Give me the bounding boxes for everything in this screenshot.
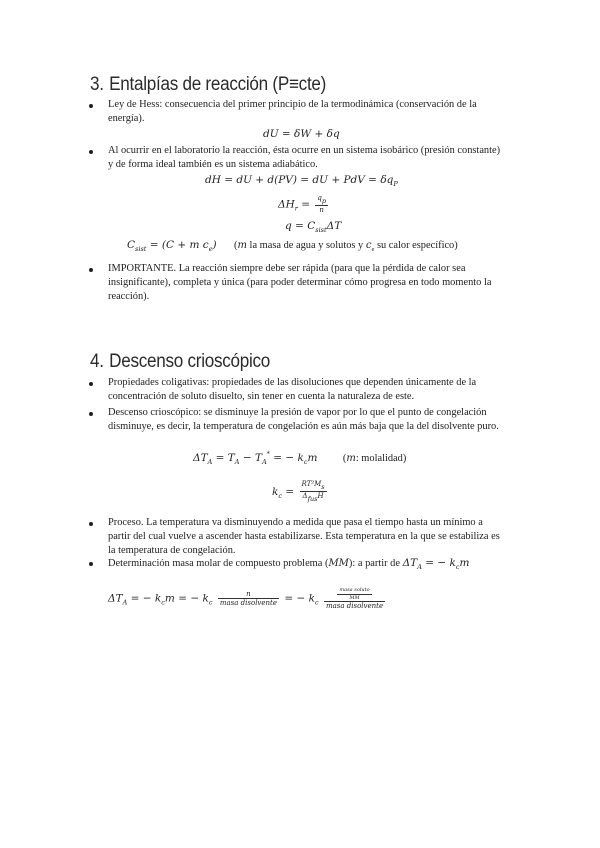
equation-csist-c: C (127, 239, 136, 251)
final-frac2-num-top: masa soluto (339, 587, 370, 593)
note-c-sub: e (371, 246, 375, 253)
final-frac2-num-wrap (324, 586, 385, 601)
note-open: ( (342, 453, 347, 464)
note-m: m (346, 453, 356, 464)
equation-delta-h-fraction (315, 194, 328, 215)
paragraph-proceso (108, 516, 528, 558)
equation-kc: $k_c$ = $\frac{RT^2M_s}{\Delta_{fus}H}$ (272, 480, 325, 503)
equation-csist-close: ) (212, 239, 217, 251)
text-line: partir del cual vuelve a ascender hasta estabilizarse. Esta temperatura en la que se estabiliza es (108, 531, 500, 542)
delta-t-note (343, 453, 406, 464)
equation-q-tail: ΔT (326, 220, 342, 232)
kc-numerator-sub: s (321, 483, 325, 491)
delta-t-m: m (307, 452, 318, 464)
delta-t-sub: A (207, 458, 213, 466)
paragraph-isobarico (108, 144, 528, 172)
equation-csist-rhs: = (C + m c (149, 239, 209, 251)
section-4-heading (90, 351, 270, 373)
paragraph-coligativas (108, 376, 528, 404)
section-3-number: 3. (90, 74, 104, 95)
delta-t-minus: − T (242, 452, 262, 464)
equation-q-main: q = C (285, 220, 316, 232)
mm-eq-rhs: = − k (421, 557, 456, 569)
equation-csist-rhs-sub: e (208, 245, 213, 253)
equation-delta-h-lhs: ΔH (278, 198, 295, 211)
final-frac2-inner (337, 586, 371, 601)
equation-dh-sub: P (393, 180, 398, 188)
kc: k (272, 486, 279, 498)
masa-molar-text: Determinación masa molar de compuesto problema ( (108, 558, 329, 569)
text-line: IMPORTANTE. La reacción siempre debe ser rápida (para que la pérdida de calor sea (108, 263, 466, 274)
text-line: energía). (108, 113, 145, 124)
equation-du: dU = δW + δq (263, 128, 340, 140)
paragraph-descenso (108, 406, 528, 434)
final-a-sub: c (161, 598, 165, 607)
note-c: c (365, 240, 372, 251)
equation-csist (127, 239, 458, 253)
text-line: disminuye, es decir, la temperatura de congelación es aún más baja que la del disolvente puro. (108, 421, 499, 432)
masa-molar-text2: ): a partir de (348, 558, 403, 569)
final-frac2-den: masa disolvente (325, 602, 384, 610)
section-4-number: 4. (90, 351, 104, 372)
delta-t-rhs: = − k (273, 452, 304, 464)
equation-dh-main: dH = dU + d(PV) = dU + PdV = δq (205, 174, 394, 186)
final-frac1-num: n (218, 590, 279, 599)
mm-eq-dt-sub: A (417, 563, 422, 571)
equation-delta-h: $\Delta H_r$ = $\frac{q_p}{n}$ (278, 194, 326, 214)
equation-csist-sub: sist (135, 245, 147, 253)
delta-t-rhs-sub: c (303, 458, 308, 466)
delta-t-star: * (266, 450, 270, 458)
note-text: la masa de agua y solutos y (246, 240, 366, 251)
equation-csist-note (234, 240, 458, 251)
kc-denominator-h: H (317, 492, 324, 500)
kc-numerator: RT²M (301, 480, 322, 488)
text-line: Proceso. La temperatura va disminuyendo a medida que pasa el tiempo hasta un mínimo a (108, 517, 483, 528)
note-open: ( (234, 240, 238, 251)
section-4-title: Descenso crioscópico (109, 351, 271, 372)
final-fraction-1 (218, 590, 279, 608)
delta-t-mid-sub: A (234, 458, 240, 466)
kc-sub: c (278, 492, 283, 500)
text-line: la temperatura de congelación. (108, 545, 236, 556)
equation-final (108, 586, 387, 611)
text-line: y de forma ideal también es un sistema adiabático. (108, 159, 318, 170)
masa-molar-mm: MM (328, 558, 349, 569)
delta-t: ΔT (193, 452, 208, 464)
note-m: m (237, 240, 247, 251)
final-b: = − k (178, 592, 209, 605)
final-b-sub: c (208, 598, 213, 607)
final-lhs: ΔT (108, 592, 123, 605)
kc-denominator-sub: fus (307, 495, 318, 503)
text-line: Ley de Hess: consecuencia del primer principio de la termodinámica (conservación de la (108, 99, 477, 110)
text-line: Al ocurrir en el laboratorio la reacción, ésta ocurre en un sistema isobárico (presión constante) (108, 145, 501, 156)
final-m: m (164, 592, 175, 605)
final-frac2-num-bot: MM (349, 595, 360, 601)
note-text: : molalidad) (355, 453, 407, 464)
delta-t-mid: = T (215, 452, 235, 464)
final-frac1-den: masa disolvente (219, 598, 277, 607)
final-fraction-2 (324, 586, 385, 611)
text-line: reacción). (108, 291, 150, 302)
paragraph-ley-hess (108, 98, 528, 126)
text-line: concentración de soluto disuelto, sin tener en cuenta la naturaleza de este. (108, 391, 415, 402)
masa-molar-equation (403, 557, 470, 569)
kc-fraction (300, 480, 327, 504)
final-c: = − k (284, 592, 315, 605)
final-lhs-sub: A (122, 598, 128, 607)
paragraph-masa-molar (108, 556, 528, 574)
delta-t-minus-sub: A (261, 458, 267, 466)
fraction-numerator-sub: p (321, 197, 326, 205)
equation-q (285, 220, 341, 234)
fraction-numerator: q (317, 194, 322, 202)
mm-eq-rhs-sub: c (455, 563, 460, 571)
equation-delta-h-sub: r (294, 204, 298, 213)
note-end: su calor específico) (374, 240, 458, 251)
equation-dh (205, 174, 398, 188)
fraction-denominator: n (319, 206, 324, 214)
text-line: Propiedades coligativas: propiedades de las disoluciones que dependen únicamente de la (108, 377, 477, 388)
equation-delta-t (193, 450, 406, 466)
mm-eq-dt: ΔT (402, 557, 418, 569)
section-3-heading (90, 74, 326, 96)
final-c-sub: c (314, 598, 319, 607)
text-line: insignificante), completa y única (para poder determinar cómo progresa en todo momento la (108, 277, 492, 288)
final-a: = − k (130, 592, 162, 605)
text-line: Descenso crioscópico: se disminuye la presión de vapor por lo que el punto de congelación (108, 407, 487, 418)
section-3-title: Entalpías de reacción (P≡cte) (109, 74, 327, 95)
kc-denominator: Δ (302, 492, 308, 500)
paragraph-importante (108, 262, 528, 304)
mm-eq-m: m (459, 557, 470, 569)
equation-q-sub: sist (315, 226, 327, 234)
